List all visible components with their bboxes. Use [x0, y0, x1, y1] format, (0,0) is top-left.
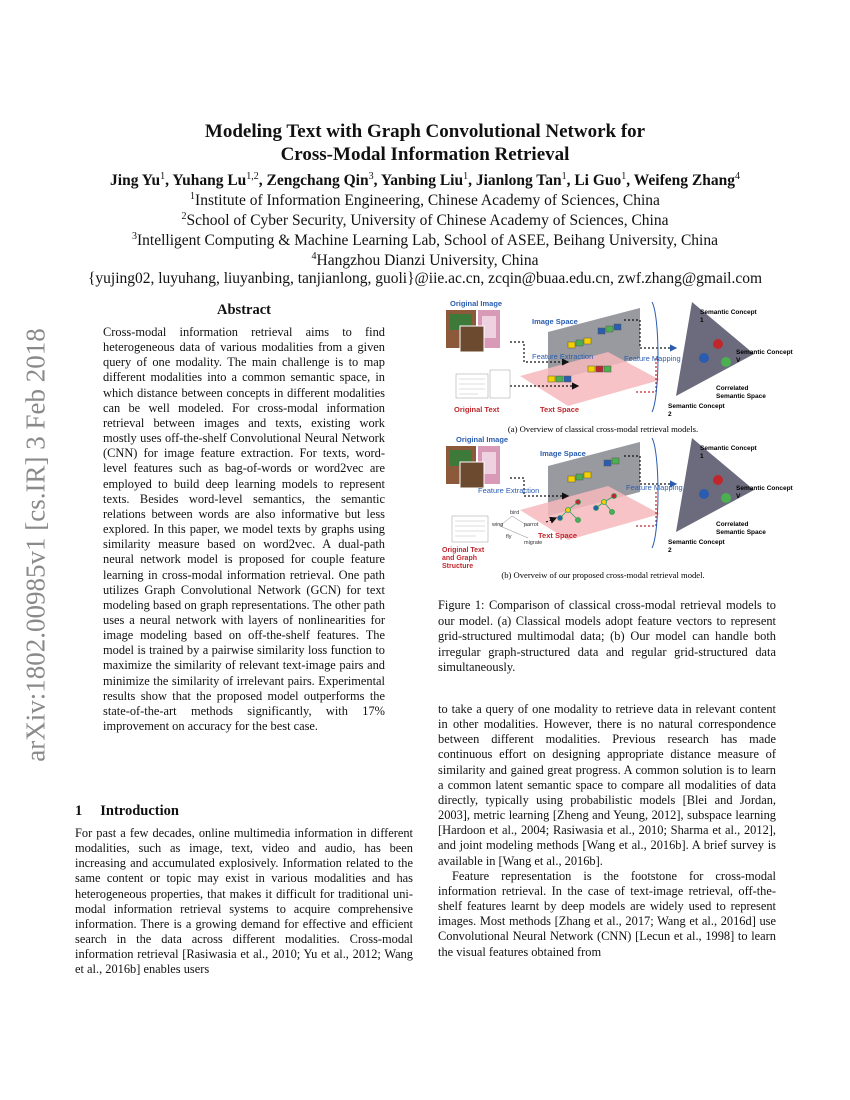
panel-a [446, 299, 794, 434]
affiliation-4: $^4$Hangzhou Dianzi University, China [311, 251, 539, 269]
intro-paragraph-1: For past a few decades, online multimedia information in different modalities, such as image, text, video and audio, has been increasing and accumulated explosively. Information related to the same content or topic may exist in various modalities and has heterogeneous properties, that makes it difficult for traditional uni-modal information retrieval systems to acquire comprehensive information. There is a growing demand for effective and efficient search in the data across different modalities. Cross-modal information retrieval [Rasiwasia et al., 2010; Yu et al., 2012; Wang et al., 2016b] enables users [75, 826, 413, 977]
svg-text:bird: bird [510, 510, 520, 516]
section-number: 1 [75, 803, 83, 819]
arxiv-watermark [16, 310, 56, 780]
intro-paragraph-3: Feature representation is the footstone for cross-modal information retrieval. In the case of text-image retrieval, off-the-shelf features learnt by deep models are widely used to represent images. Most methods [Zhang et al., 2017; Wang et al., 2016d] use Convolutional Neural Network (CNN) [Lecun et al., 1998] to learn the visual features obtained from [438, 868, 776, 959]
label-feature-extraction-b: Feature Extraction [478, 486, 540, 495]
svg-text:parrot: parrot [524, 522, 539, 528]
abstract-body [103, 325, 385, 734]
label-feature-extraction-a: Feature Extraction [532, 352, 594, 361]
affiliation-3: $^3$Intelligent Computing & Machine Learning Lab, School of ASEE, Beihang University, China [131, 231, 718, 249]
arxiv-id-text: arXiv:1802.00985v1 [cs.IR] 3 Feb 2018 [20, 328, 51, 762]
affiliation-1: $^1$Institute of Information Engineering, Chinese Academy of Sciences, China [190, 191, 660, 209]
author-affiliation-sup: 1 [160, 171, 166, 182]
author-name: Li Guo [574, 172, 622, 189]
author-name: Yanbing Liu [380, 172, 464, 189]
label-original-image-a: Original Image [450, 299, 503, 308]
label-image-space-a: Image Space [532, 317, 578, 326]
text-document-b [452, 516, 488, 542]
abstract-heading: Abstract [217, 302, 271, 318]
author-affiliation-sup: 1 [463, 171, 469, 182]
author-affiliation-sup: 1 [561, 171, 567, 182]
label-concept1-b: Semantic Concept 1 [700, 445, 757, 460]
paper-title-line1: Modeling Text with Graph Convolutional Network for [204, 121, 646, 142]
figure-caption: Figure 1: Comparison of classical cross-modal retrieval models to our model. (a) Classical models adopt feature vectors to represent grid-structured multimodal data; (b) Our model can handle both irregular graph-structured data and regular grid-structured data simultaneously. [438, 598, 776, 674]
subcaption-b: (b) Overveiw of our proposed cross-modal retrieval model. [501, 570, 705, 580]
section-title: Introduction [100, 803, 179, 819]
label-correlated-a: Correlated Semantic Space [716, 385, 766, 400]
author-name: Jianlong Tan [475, 172, 562, 189]
author-name: Yuhang Lu [172, 172, 247, 189]
label-original-text-b: Original Text and Graph Structure [442, 547, 485, 570]
label-concept1-a: Semantic Concept 1 [700, 309, 757, 324]
label-feature-mapping-a: Feature Mapping [624, 354, 681, 363]
svg-text:migrate: migrate [524, 540, 543, 546]
subcaption-a: (a) Overview of classical cross-modal retrieval models. [507, 424, 699, 434]
figure-1 [428, 296, 793, 586]
label-concept2-b: Semantic Concept 2 [668, 539, 725, 554]
label-text-space-b: Text Space [538, 531, 578, 540]
author-affiliation-sup: 4 [734, 171, 740, 182]
svg-text:wing: wing [492, 522, 504, 528]
email-list: {yujing02, luyuhang, liuyanbing, tanjianlong, guoli}@iie.ac.cn, zcqin@buaa.edu.cn, zwf.zhang@gmail.com [87, 270, 763, 287]
label-conceptv-a: Semantic Concept V [736, 349, 793, 364]
abstract-text: Cross-modal information retrieval aims to find heterogeneous data of various modalities from a given query of one modality. The main challenge is to map different modalities into a common semantic space, in which distance between concepts in different modalities can be well modeled. For cross-modal information retrieval between images and texts, existing work mostly uses off-the-shelf Convolutional Neural Network (CNN) for image feature extraction. For texts, word-level features such as bag-of-words or word2vec are employed to build deep learning models to represent texts. Besides word-level semantics, the semantic relations between words are also informative but less explored. In this paper, we model texts by graphs using similarity measure based on word2vec. A dual-path neural network model is proposed for couple feature learning in cross-modal information retrieval. One path utilizes Graph Convolutional Network (GCN) for text modeling based on graph representations. The other path uses a neural network with layers of nonlinearities for image modeling based on off-the-shelf features. The model is trained by a pairwise similarity loss function to maximize the similarity of relevant text-image pairs and minimize the similarity of irrelevant pairs. Experimental results show that the proposed model outperforms the state-of-the-art methods significantly, with 17% improvement on accuracy for the best case. [103, 325, 385, 734]
label-conceptv-b: Semantic Concept V [736, 485, 793, 500]
author-name: Jing Yu [110, 172, 161, 189]
author-list: Jing Yu$^1$, Yuhang Lu$^{1,2}$, Zengchang Qin$^3$, Yanbing Liu$^1$, Jianlong Tan$^1$, Li Guo$^1$, Weifeng Zhang$^4$ [110, 171, 740, 189]
affiliation-2: $^2$School of Cyber Security, University of Chinese Academy of Sciences, China [181, 211, 669, 229]
label-concept2-a: Semantic Concept 2 [668, 403, 725, 418]
section-heading [75, 803, 179, 820]
author-name: Zengchang Qin [266, 172, 369, 189]
author-affiliation-sup: 1 [621, 171, 627, 182]
label-correlated-b: Correlated Semantic Space [716, 521, 766, 536]
intro-paragraph-2: to take a query of one modality to retrieve data in relevant content in other modalities. However, there is no natural correspondence between different modalities. Previous research has made continuous effort on designing appropriate distance measure of similarity and gained great progress. A common solution is to learn a common latent semantic space to compare all modalities of data directly, typically using probabilistic models [Blei and Jordan, 2003], metric learning [Zheng and Yeung, 2012], subspace learning [Hardoon et al., 2004; Rasiwasia et al., 2010; Sharma et al., 2012], and joint modeling methods [Wang et al., 2016b]. A brief survey is available in [Wang et al., 2016b]. [438, 702, 776, 868]
label-original-image-b: Original Image [456, 435, 509, 444]
label-feature-mapping-b: Feature Mapping [626, 483, 683, 492]
paper-title-line2: Cross-Modal Information Retrieval [280, 144, 570, 165]
label-original-text-a: Original Text [454, 405, 500, 414]
text-document-a [456, 374, 488, 398]
label-image-space-b: Image Space [540, 449, 586, 458]
figure-diagram [428, 296, 793, 586]
author-affiliation-sup: 1,2 [246, 171, 259, 182]
label-text-space-a: Text Space [540, 405, 580, 414]
svg-text:fly: fly [506, 534, 512, 540]
author-name: Weifeng Zhang [633, 172, 735, 189]
intro-column-right [438, 702, 776, 960]
author-affiliation-sup: 3 [368, 171, 374, 182]
panel-b [442, 435, 794, 580]
intro-column-left [75, 826, 413, 978]
